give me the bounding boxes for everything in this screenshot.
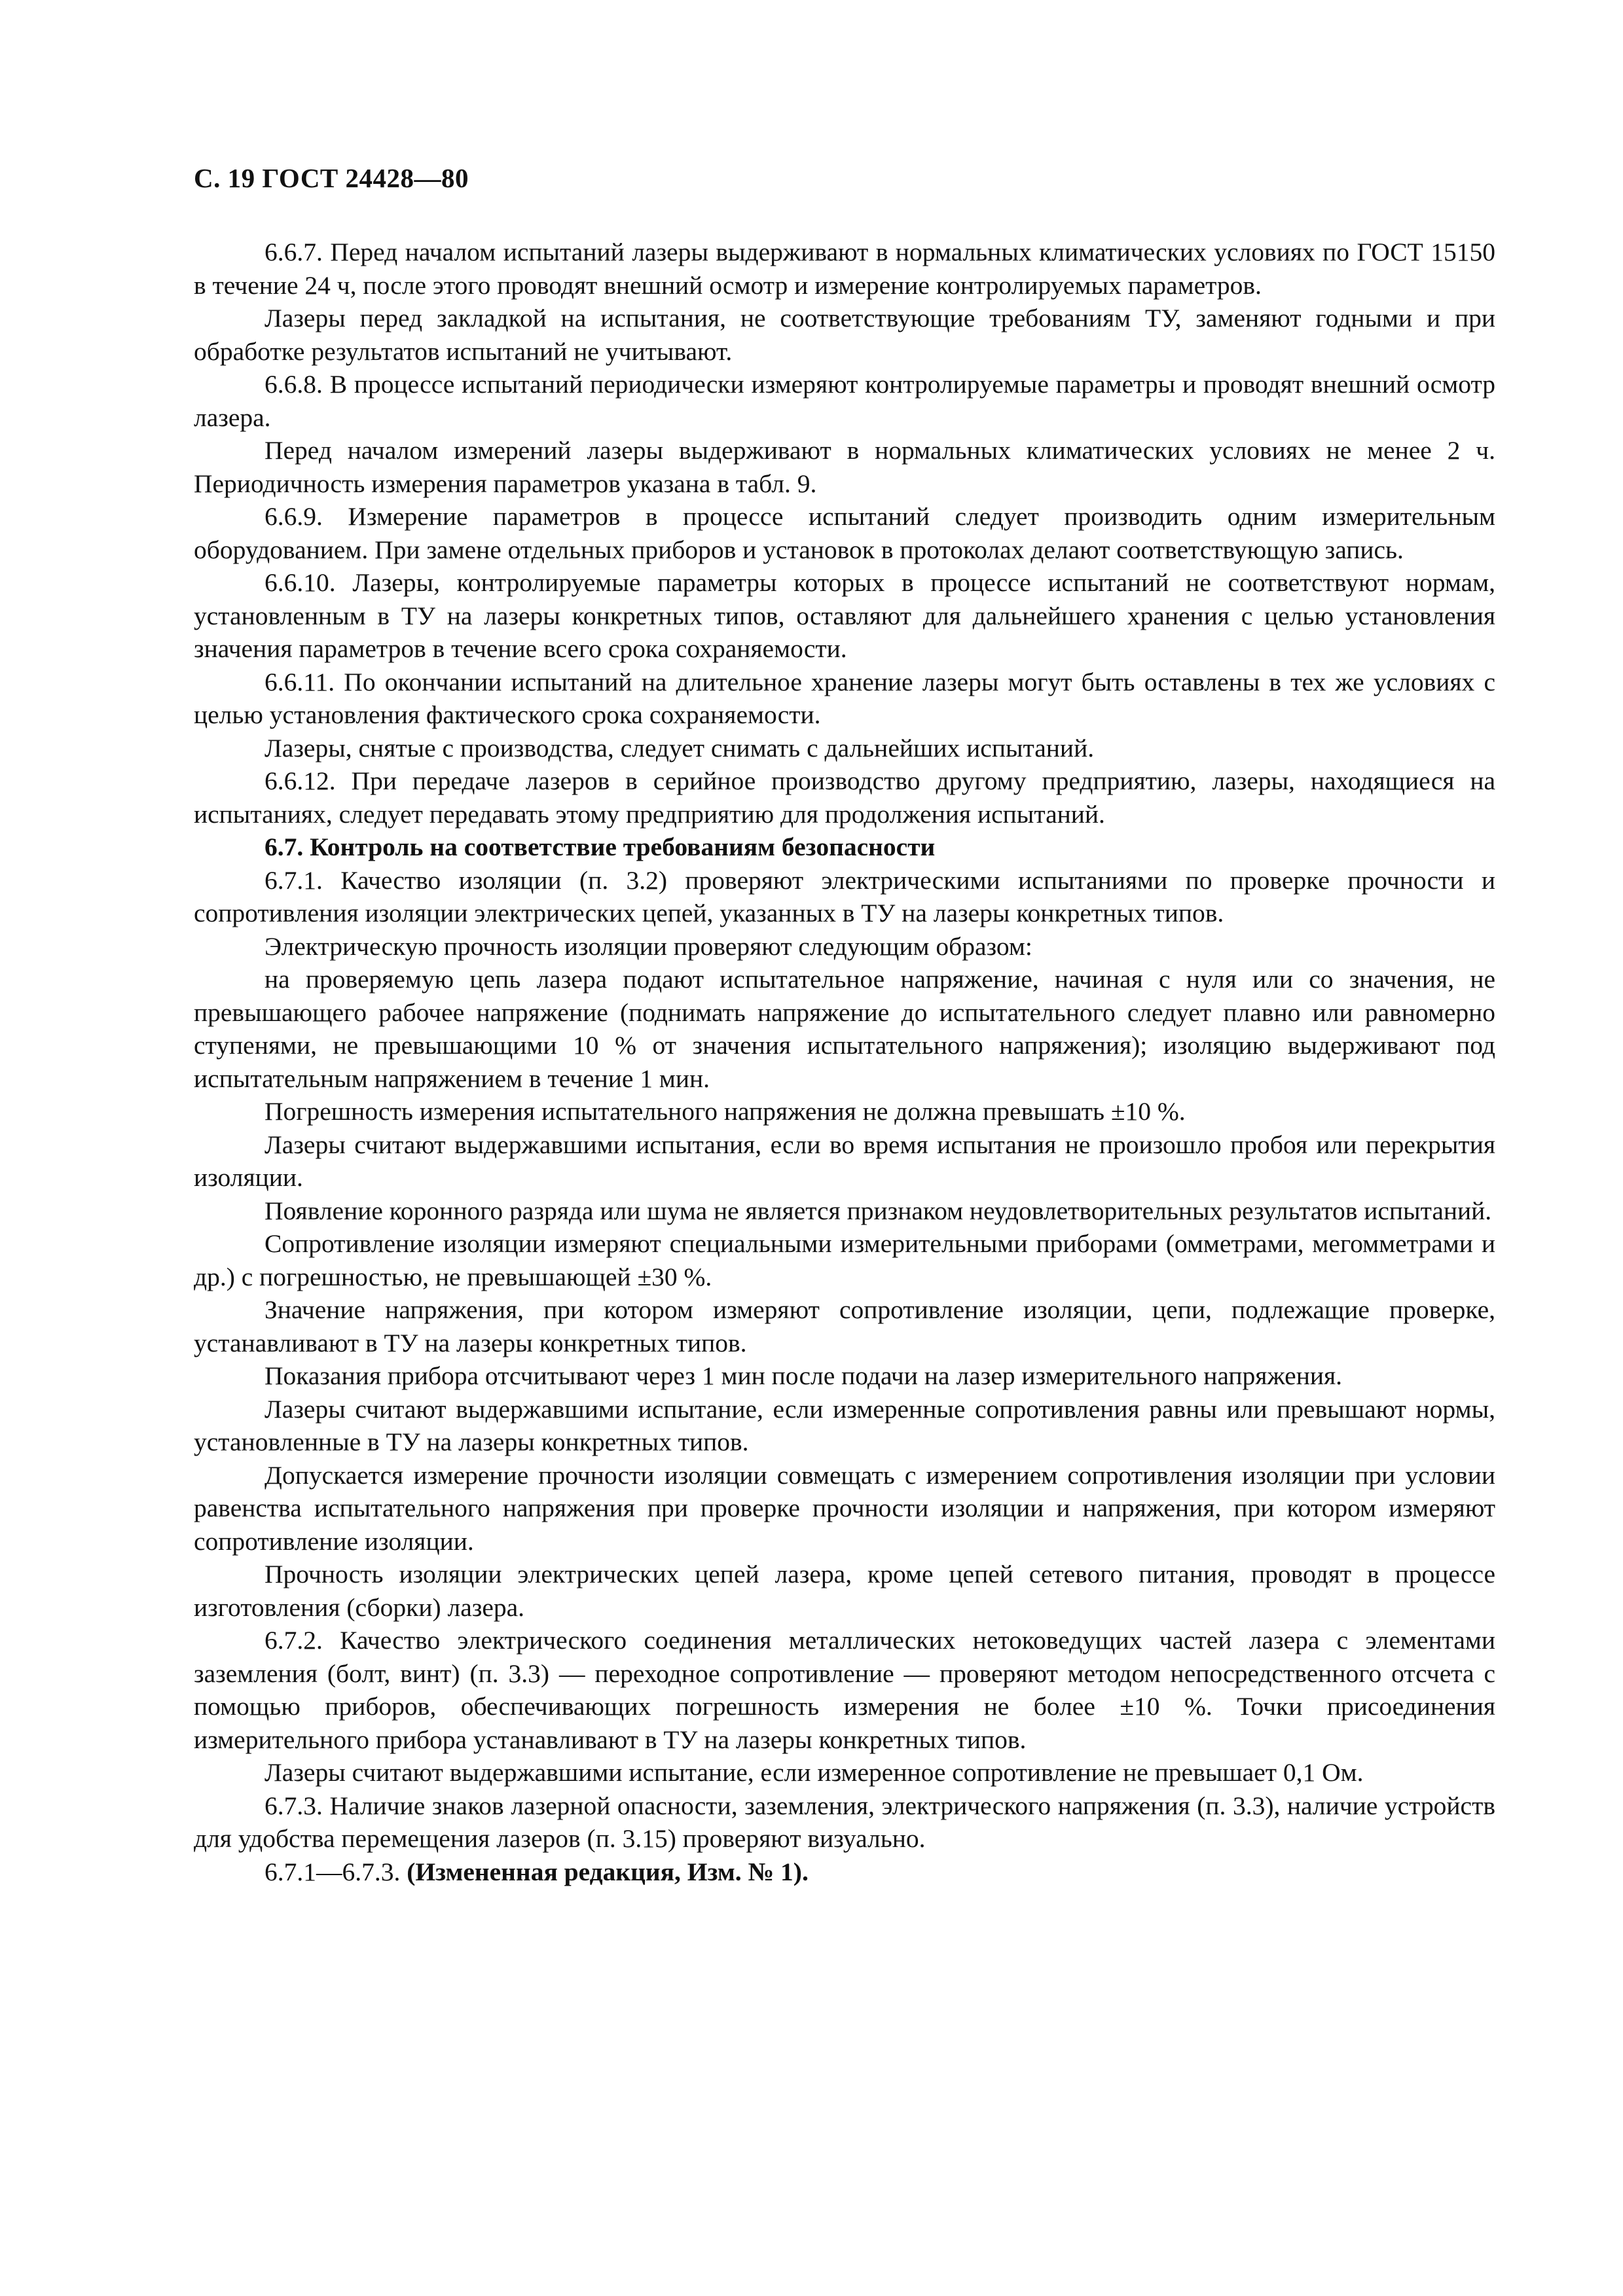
amendment-text: (Измененная редакция, Изм. № 1). xyxy=(407,1857,809,1886)
paragraph: 6.6.12. При передаче лазеров в серийное производство другому предприятию, лазеры, находящиеся на испытаниях, следует передавать этому предприятию для продолжения испытаний. xyxy=(194,766,1495,829)
document-body xyxy=(194,236,1495,1888)
paragraph: 6.7.3. Наличие знаков лазерной опасности, заземления, электрического напряжения (п. 3.3), наличие устройств для удобства перемещения лазеров (п. 3.15) проверяют визуально. xyxy=(194,1791,1495,1853)
paragraph: 6.6.10. Лазеры, контролируемые параметры которых в процессе испытаний не соответствуют нормам, установленным в ТУ на лазеры конкретных типов, оставляют для дальнейшего хранения с целью установления значения параметров в течение всего срока сохраняемости. xyxy=(194,568,1495,663)
paragraph: Лазеры считают выдержавшими испытания, если во время испытания не произошло пробоя или перекрытия изоляции. xyxy=(194,1130,1495,1192)
paragraph: Лазеры перед закладкой на испытания, не соответствующие требованиям ТУ, заменяют годными и при обработке результатов испытаний не учитывают. xyxy=(194,304,1495,366)
paragraph: Показания прибора отсчитывают через 1 мин после подачи на лазер измерительного напряжения. xyxy=(264,1361,1343,1390)
paragraph: 6.6.9. Измерение параметров в процессе испытаний следует производить одним измерительным оборудованием. При замене отдельных приборов и установок в протоколах делают соответствующую запись. xyxy=(194,502,1495,564)
page-header: С. 19 ГОСТ 24428—80 xyxy=(194,163,469,193)
paragraph: Сопротивление изоляции измеряют специальными измерительными приборами (омметрами, мегомметрами и др.) с погрешностью, не превышающей ±30 %. xyxy=(194,1229,1495,1291)
paragraph: 6.6.8. В процессе испытаний периодически измеряют контролируемые параметры и проводят внешний осмотр лазера. xyxy=(194,370,1495,432)
paragraph: Погрешность измерения испытательного напряжения не должна превышать ±10 %. xyxy=(264,1097,1186,1126)
section-heading: 6.7. Контроль на соответствие требованиям безопасности xyxy=(264,833,936,861)
paragraph: на проверяемую цепь лазера подают испытательное напряжение, начиная с нуля или со значения, не превышающего рабочее напряжение (поднимать напряжение до испытательного следует плавно или равномерно ступенями, не превышающими 10 % от значения испытательного напряжения); изоляцию выдерживают под испытательным напряжением в течение 1 мин. xyxy=(194,965,1495,1093)
paragraph: Электрическую прочность изоляции проверяют следующим образом: xyxy=(264,931,1032,961)
paragraph: Лазеры считают выдержавшими испытание, если измеренные сопротивления равны или превышают нормы, установленные в ТУ на лазеры конкретных типов. xyxy=(194,1394,1495,1456)
paragraph: Лазеры, снятые с производства, следует снимать с дальнейших испытаний. xyxy=(264,733,1095,762)
paragraph: Перед началом измерений лазеры выдерживают в нормальных климатических условиях не менее 2 ч. Периодичность измерения параметров указана в табл. 9. xyxy=(194,436,1495,498)
paragraph: 6.6.11. По окончании испытаний на длительное хранение лазеры могут быть оставлены в тех же условиях с целью установления фактического срока сохраняемости. xyxy=(194,667,1495,729)
paragraph: 6.7.2. Качество электрического соединения металлических нетоковедущих частей лазера с элементами заземления (болт, винт) (п. 3.3) — переходное сопротивление — проверяют методом непосредственного отсчета с помощью приборов, обеспечивающих погрешность измерения не более ±10 %. Точки присоединения измерительного прибора устанавливают в ТУ на лазеры конкретных типов. xyxy=(194,1626,1495,1754)
amendment-ref: 6.7.1—6.7.3. xyxy=(264,1857,407,1886)
paragraph: Допускается измерение прочности изоляции совмещать с измерением сопротивления изоляции при условии равенства испытательного напряжения при проверке прочности изоляции и напряжения, при котором измеряют сопротивление изоляции. xyxy=(194,1460,1495,1556)
paragraph: 6.6.7. Перед началом испытаний лазеры выдерживают в нормальных климатических условиях по ГОСТ 15150 в течение 24 ч, после этого проводят внешний осмотр и измерение контролируемых параметров. xyxy=(194,238,1495,300)
paragraph: Появление коронного разряда или шума не является признаком неудовлетворительных результатов испытаний. xyxy=(264,1196,1492,1225)
amendment-note xyxy=(194,1856,1495,1889)
paragraph: Лазеры считают выдержавшими испытание, если измеренное сопротивление не превышает 0,1 Ом. xyxy=(264,1758,1364,1787)
paragraph: Прочность изоляции электрических цепей лазера, кроме цепей сетевого питания, проводят в процессе изготовления (сборки) лазера. xyxy=(194,1560,1495,1622)
paragraph: Значение напряжения, при котором измеряют сопротивление изоляции, цепи, подлежащие проверке, устанавливают в ТУ на лазеры конкретных типов. xyxy=(194,1295,1495,1357)
paragraph: 6.7.1. Качество изоляции (п. 3.2) проверяют электрическими испытаниями по проверке прочности и сопротивления изоляции электрических цепей, указанных в ТУ на лазеры конкретных типов. xyxy=(194,865,1495,927)
